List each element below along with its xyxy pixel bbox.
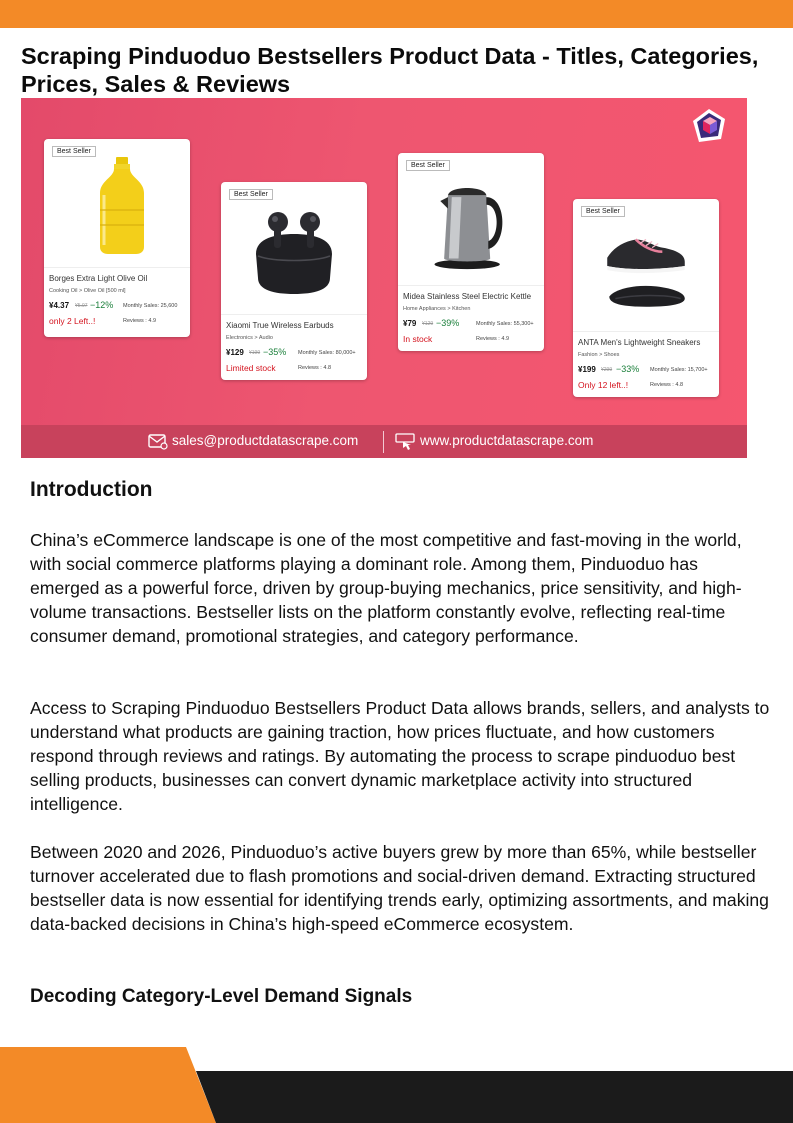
product-price: ¥199: [578, 365, 596, 374]
contact-website[interactable]: www.productdatascrape.com: [420, 433, 594, 448]
product-card[interactable]: [221, 182, 367, 380]
electric-kettle-icon: [423, 174, 519, 274]
product-stock: only 2 Left..!: [49, 316, 96, 326]
product-monthly-sales: Monthly Sales: 55,300+: [476, 321, 534, 327]
product-stock: Limited stock: [226, 363, 276, 373]
product-category: Fashion > Shoes: [578, 352, 620, 358]
best-seller-badge: Best Seller: [229, 189, 273, 200]
product-discount: −33%: [616, 364, 640, 374]
contact-divider: [383, 431, 384, 453]
product-discount: −12%: [90, 300, 114, 310]
product-old-price: ¥5.97: [75, 303, 88, 309]
product-price: ¥79: [403, 319, 417, 328]
product-name: ANTA Men's Lightweight Sneakers: [578, 338, 701, 347]
product-category: Home Appliances > Kitchen: [403, 306, 471, 312]
cube-logo-icon: [690, 107, 728, 145]
product-category: Electronics > Audio: [226, 335, 273, 341]
product-stock: Only 12 left..!: [578, 380, 629, 390]
product-price: ¥129: [226, 348, 244, 357]
product-name: Midea Stainless Steel Electric Kettle: [403, 292, 532, 301]
product-monthly-sales: Monthly Sales: 25,600: [123, 303, 178, 309]
product-reviews: Reviews : 4.9: [476, 336, 510, 342]
page-title: Scraping Pinduoduo Bestsellers Product Data - Titles, Categories, Prices, Sales & Reviews: [21, 43, 759, 97]
product-category: Cooking Oil > Olive Oil [500 ml]: [49, 288, 126, 294]
product-stock: In stock: [403, 334, 433, 344]
best-seller-badge: Best Seller: [581, 206, 625, 217]
product-name: Xiaomi True Wireless Earbuds: [226, 321, 334, 330]
email-icon: [148, 434, 168, 450]
introduction-heading: Introduction: [30, 478, 153, 501]
product-old-price: ¥199: [249, 350, 261, 356]
olive-oil-bottle-icon: [92, 153, 152, 257]
intro-paragraph: Access to Scraping Pinduoduo Bestsellers Product Data allows brands, sellers, and analysts to understand what products are gaining traction, how prices fluctuate, and how customers respond through reviews and ratings. By automating the process to scrape pinduoduo best selling products, businesses can convert dynamic marketplace activity into structured intelligence.: [30, 698, 770, 814]
product-old-price: ¥129: [422, 321, 434, 327]
product-name: Borges Extra Light Olive Oil: [49, 274, 148, 283]
hero-banner: [21, 98, 747, 458]
product-reviews: Reviews : 4.9: [123, 318, 157, 324]
banner-contact-bar: [21, 425, 747, 458]
product-discount: −35%: [263, 347, 287, 357]
product-reviews: Reviews : 4.8: [298, 365, 332, 371]
contact-email[interactable]: sales@productdatascrape.com: [172, 433, 359, 448]
section-heading: Decoding Category-Level Demand Signals: [30, 986, 413, 1007]
intro-paragraph: Between 2020 and 2026, Pinduoduo’s active buyers grew by more than 65%, while bestseller turnover accelerated due to flash promotions and social-driven demand. Extracting structured bestseller data is now essential for identifying trends early, optimizing assortments, and making data-backed decisions in China’s high-speed eCommerce ecosystem.: [30, 842, 769, 934]
product-discount: −39%: [436, 318, 460, 328]
best-seller-badge: Best Seller: [406, 160, 450, 171]
product-monthly-sales: Monthly Sales: 80,000+: [298, 350, 356, 356]
sneakers-icon: [591, 217, 701, 319]
product-reviews: Reviews : 4.8: [650, 382, 684, 388]
product-old-price: ¥299: [601, 367, 613, 373]
intro-paragraph: China’s eCommerce landscape is one of the most competitive and fast-moving in the world, with social commerce platforms playing a dominant role. Among them, Pinduoduo has emerged as a powerful force, driven by group-buying mechanics, price sensitivity, and high-volume transactions. Bestseller lists on the platform constantly evolve, reflecting real-time consumer demand, promotional strategies, and category performance.: [30, 530, 742, 646]
top-accent-bar: [0, 0, 793, 28]
website-icon: [395, 433, 417, 451]
product-card[interactable]: [573, 199, 719, 397]
product-price: ¥4.37: [49, 301, 70, 310]
product-monthly-sales: Monthly Sales: 15,700+: [650, 367, 708, 373]
product-card[interactable]: [44, 139, 190, 337]
best-seller-badge: Best Seller: [52, 146, 96, 157]
product-card[interactable]: [398, 153, 544, 351]
wireless-earbuds-icon: [244, 204, 344, 304]
